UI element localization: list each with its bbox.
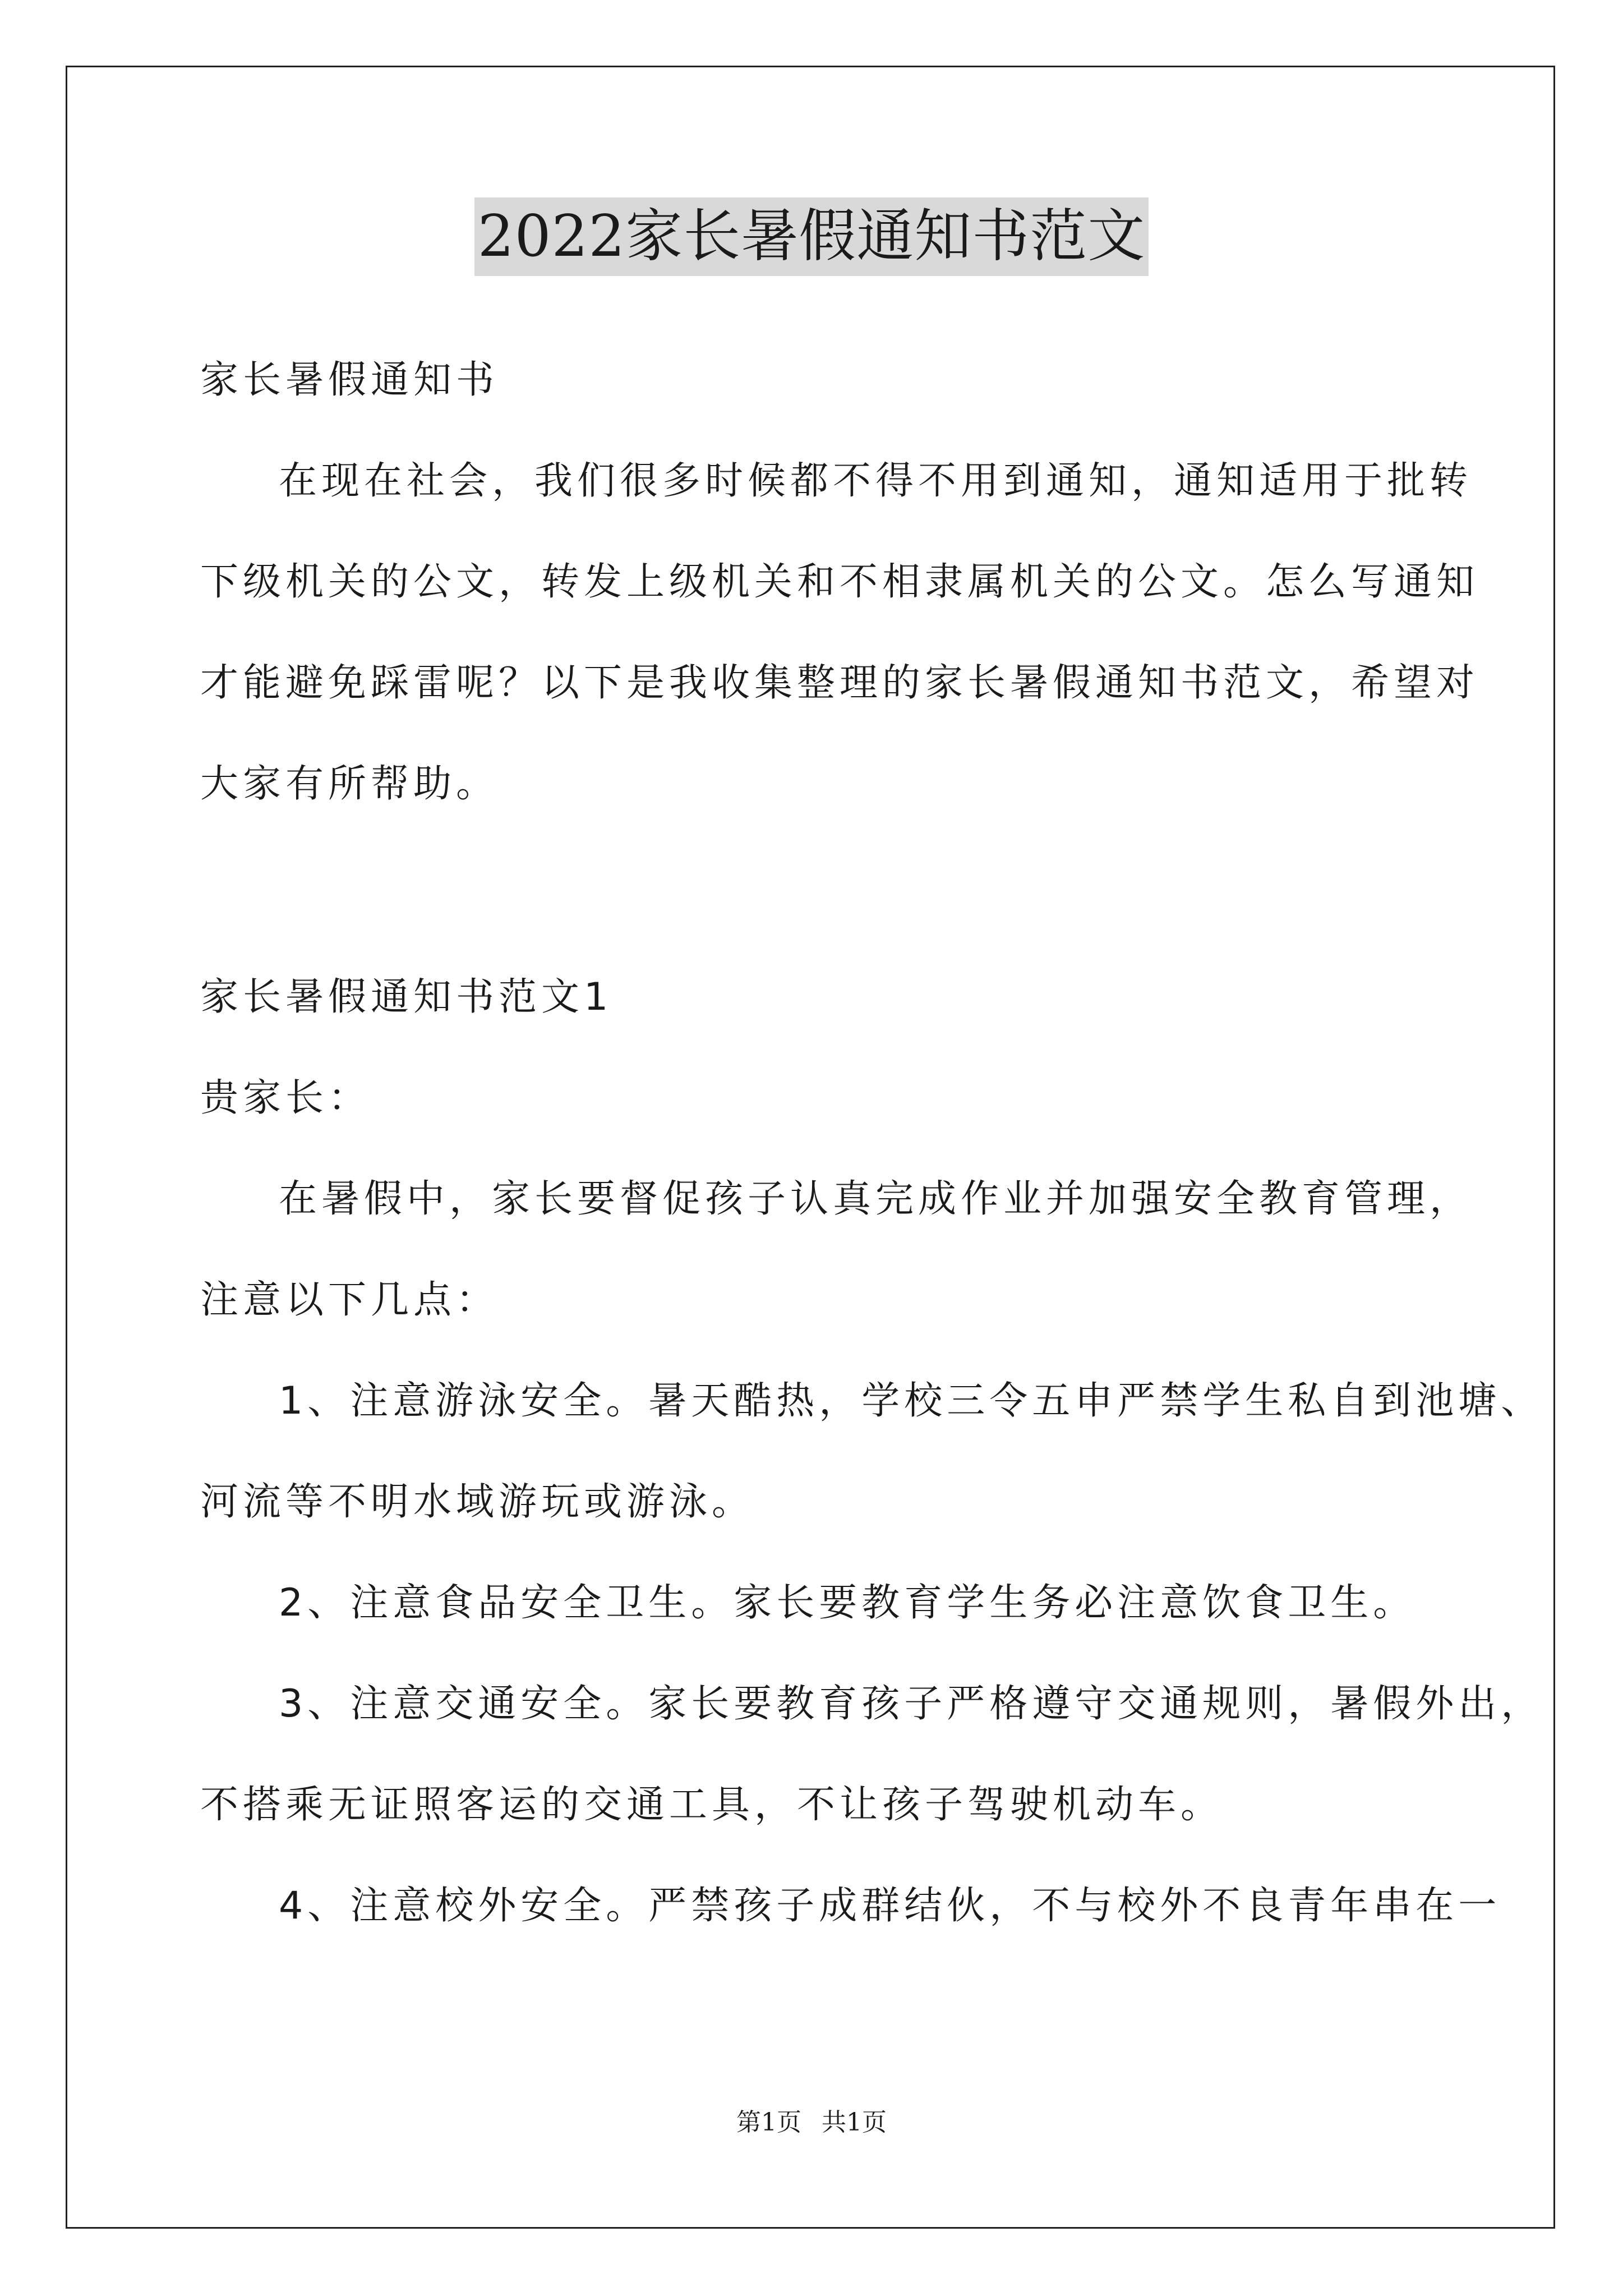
document-title: 2022家长暑假通知书范文: [474, 197, 1149, 276]
page-total: 共1页: [822, 2108, 887, 2137]
title-container: [0, 197, 1623, 276]
list-item-line: 4、注意校外安全。严禁孩子成群结伙，不与校外不良青年串在一: [279, 1884, 1501, 1928]
paragraph-line: 才能避免踩雷呢？以下是我收集整理的家长暑假通知书范文，希望对: [200, 661, 1479, 705]
paragraph-line: 在现在社会，我们很多时候都不得不用到通知，通知适用于批转: [279, 459, 1473, 503]
section-heading: 家长暑假通知书: [200, 358, 499, 402]
page-number: 第1页: [736, 2108, 801, 2137]
paragraph-line: 注意以下几点：: [200, 1278, 499, 1322]
salutation: 贵家长：: [200, 1076, 371, 1120]
list-item-line: 河流等不明水域游玩或游泳。: [200, 1480, 755, 1524]
list-item-line: 不搭乘无证照客运的交通工具，不让孩子驾驶机动车。: [200, 1783, 1224, 1827]
list-item-line: 2、注意食品安全卫生。家长要教育学生务必注意饮食卫生。: [279, 1581, 1416, 1625]
section-heading: 家长暑假通知书范文1: [200, 975, 613, 1019]
paragraph-line: 大家有所帮助。: [200, 762, 499, 806]
paragraph-line: 下级机关的公文，转发上级机关和不相隶属机关的公文。怎么写通知: [200, 560, 1479, 604]
page-footer: [0, 2106, 1623, 2139]
list-item-line: 3、注意交通安全。家长要教育孩子严格遵守交通规则，暑假外出，: [279, 1682, 1544, 1726]
list-item-line: 1、注意游泳安全。暑天酷热，学校三令五申严禁学生私自到池塘、: [279, 1379, 1544, 1423]
paragraph-line: 在暑假中，家长要督促孩子认真完成作业并加强安全教育管理，: [279, 1177, 1473, 1221]
